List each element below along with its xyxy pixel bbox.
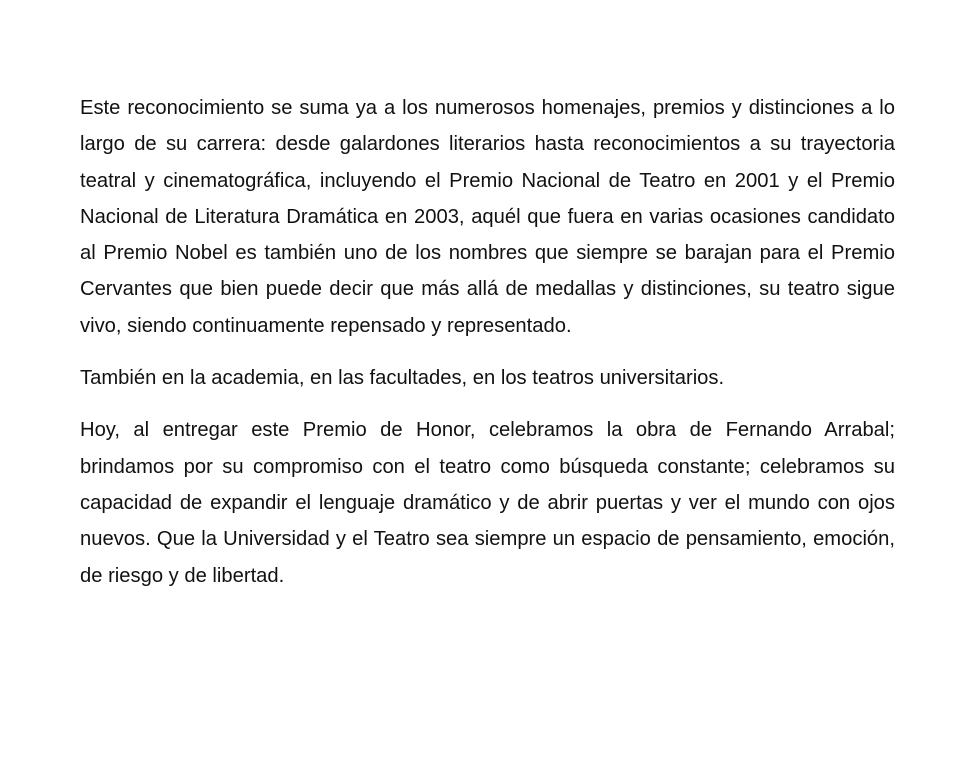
paragraph-academia: También en la academia, en las facultades, en los teatros universitarios.	[80, 367, 725, 390]
paragraph-honor-award: Hoy, al entregar este Premio de Honor, celebramos la obra de Fernando Arrabal; brindamos por su compromiso con el teatro como búsqueda constante; celebramos su capacidad de expandir el lenguaje dramático y de abrir puertas y ver el mundo con ojos nuevos. Que la Universidad y el Teatro sea siempre un espacio de pensamiento, emoción, de riesgo y de libertad.	[80, 419, 895, 587]
document-body	[80, 90, 895, 594]
paragraph-recognition: Este reconocimiento se suma ya a los numerosos homenajes, premios y distinciones a lo largo de su carrera: desde galardones literarios hasta reconocimientos a su trayectoria teatral y cinematográfica, incluyendo el Premio Nacional de Teatro en 2001 y el Premio Nacional de Literatura Dramática en 2003, aquél que fuera en varias ocasiones candidato al Premio Nobel es también uno de los nombres que siempre se barajan para el Premio Cervantes que bien puede decir que más allá de medallas y distinciones, su teatro sigue vivo, siendo continuamente repensado y representado.	[80, 97, 895, 337]
